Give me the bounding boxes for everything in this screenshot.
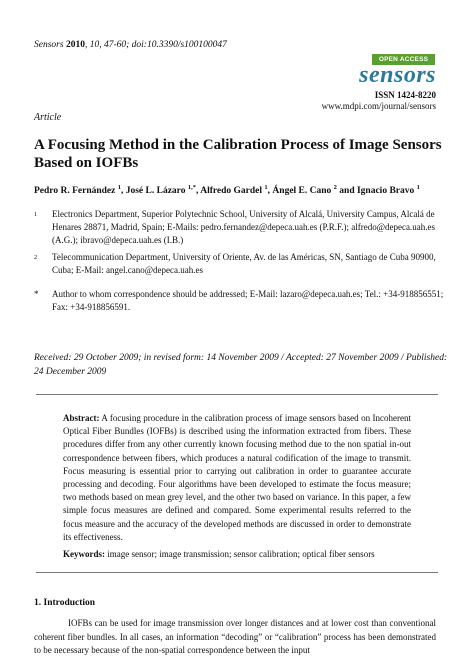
affiliation-2 xyxy=(34,251,454,277)
journal-ref-rest: , 10, 47-60; doi:10.3390/s100100047 xyxy=(84,40,227,50)
abstract-label: Abstract: xyxy=(63,413,100,423)
affiliation-1 xyxy=(34,208,454,247)
author-affiliation-mark: 1 xyxy=(117,184,121,191)
author-name: Pedro R. Fernández xyxy=(34,186,116,197)
divider-bottom xyxy=(36,572,438,573)
intro-paragraph: IOFBs can be used for image transmission over longer distances and at lower cost than conventional coherent fiber bundles. In all cases, an information “decoding” or “calibration” process has been demonstrated to be necessary because of the non-spatial correspondence between the input xyxy=(34,618,436,655)
author-name: José L. Lázaro xyxy=(125,186,186,197)
journal-logo-text: sensors xyxy=(359,62,436,88)
author-name: Ángel E. Cano xyxy=(272,186,332,197)
author-affiliation-mark: 2 xyxy=(333,184,337,191)
affiliation-text: Author to whom correspondence should be addressed; E-Mail: lazaro@depeca.uah.es; Tel.: +34-918856551; Fax: +34-918856591. xyxy=(52,289,444,312)
issn: ISSN 1424-8220 xyxy=(374,90,436,100)
keywords xyxy=(63,549,423,559)
affiliation-mark: * xyxy=(34,289,39,299)
affiliation-text: Telecommunication Department, University of Oriente, Av. de las Américas, SN, Santiago de Cuba 90900, Cuba; E-Mail: angel.cano@depeca.uah.es xyxy=(52,252,436,275)
journal-ref-year: 2010 xyxy=(65,40,85,50)
author-affiliation-mark: 1 xyxy=(416,184,420,191)
journal-url[interactable]: www.mdpi.com/journal/sensors xyxy=(321,101,436,111)
affiliation-text: Electronics Department, Superior Polytechnic School, University of Alcalá, University Campus, Alcalá de Henares 28871, Madrid, Spain; E-Mails: pedro.fernandez@depeca.uah.es (P.R.F.); alfredo@depeca.uah.es (A.G.); ibravo@depeca.uah.es (I.B.) xyxy=(52,209,435,245)
journal-citation xyxy=(34,40,227,50)
author-affiliation-mark: 1,* xyxy=(187,184,196,191)
author-name: Ignacio Bravo xyxy=(356,186,415,197)
affiliation-mark: 2 xyxy=(34,254,38,261)
author-list: Pedro R. Fernández $^1$, José L. Lázaro $^{1,*}$, Alfredo Gardel $^1$, Ángel E. Cano $^2$ and Ignacio Bravo $^1$ xyxy=(34,184,420,197)
open-access-badge: OPEN ACCESS xyxy=(372,54,435,65)
author-affiliation-mark: 1 xyxy=(264,184,268,191)
section-heading: 1. Introduction xyxy=(34,598,96,608)
publication-dates: Received: 29 October 2009; in revised form: 14 November 2009 / Accepted: 27 November 2009 / Published: 24 December 2009 xyxy=(34,353,448,377)
abstract xyxy=(63,412,411,544)
journal-ref-prefix: Sensors xyxy=(34,40,66,50)
keywords-text: image sensor; image transmission; sensor calibration; optical fiber sensors xyxy=(105,549,375,559)
keywords-label: Keywords: xyxy=(63,549,105,559)
abstract-text: A focusing procedure in the calibration process of image sensors based on Incoherent Optical Fiber Bundles (IOFBs) is described using the information extracted from fibers. These procedures differ from any other currently known focusing method due to the non spatial in-out correspondence between fibers, which produces a natural codification of the image to transmit. Focus measuring is essential prior to carrying out calibration in order to guarantee accurate processing and decoding. Four algorithms have been developed to estimate the focus measure; two methods based on mean grey level, and the other two based on variance. In this paper, a few simple focus measures are defined and compared. Some experimental results referred to the focus measure and the accuracy of the developed methods are discussed in order to demonstrate its effectiveness. xyxy=(63,413,411,542)
divider-top xyxy=(36,394,438,395)
article-type: Article xyxy=(34,112,62,123)
paper-title: A Focusing Method in the Calibration Process of Image Sensors Based on IOFBs xyxy=(34,137,442,171)
affiliation-mark: 1 xyxy=(34,211,38,218)
corresponding-author xyxy=(34,288,454,314)
author-name: Alfredo Gardel xyxy=(200,186,263,197)
